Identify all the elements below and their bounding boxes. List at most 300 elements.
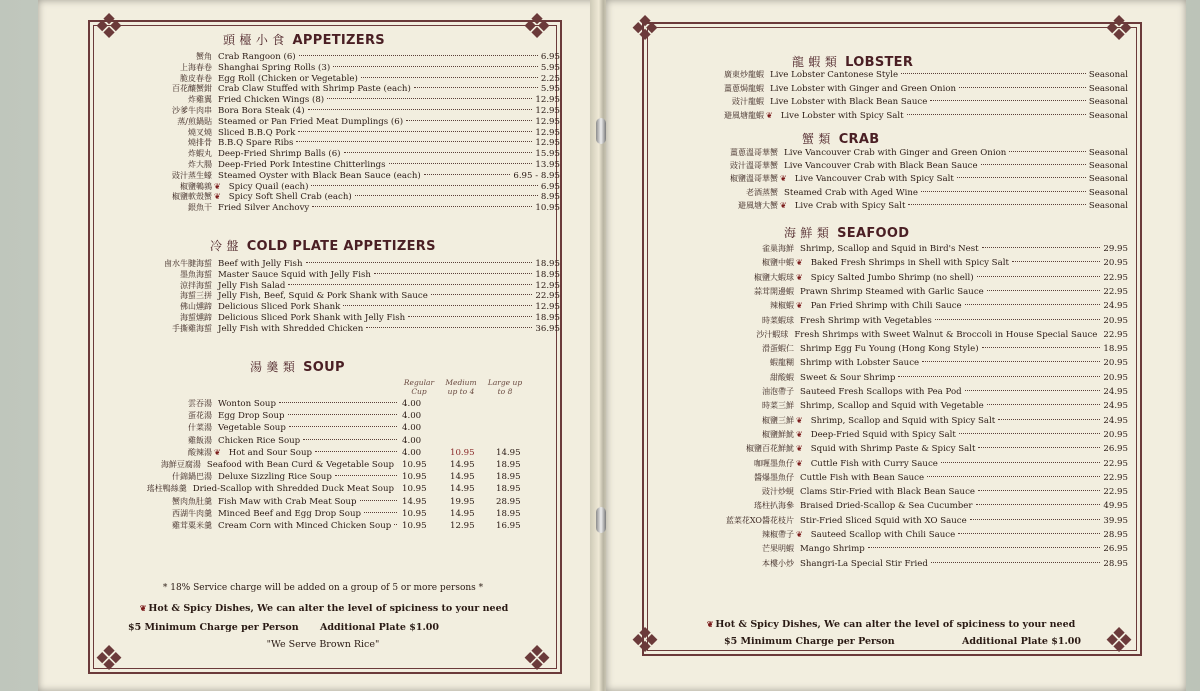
menu-item-chinese-name: 雲吞湯 [188, 399, 212, 408]
menu-item [130, 270, 560, 281]
ornament-icon: ❖ [521, 7, 553, 47]
menu-item [668, 97, 1128, 108]
menu-item [668, 473, 1128, 484]
menu-item-chinese-name: 百花釀蟹鉗 [172, 84, 212, 94]
leader-dots [987, 404, 1101, 405]
menu-item-chinese-name: 蟹肉魚肚羹 [172, 496, 212, 506]
menu-item-chinese-name: 蛋花湯 [188, 411, 212, 421]
menu-item-price: 12.95 [535, 138, 560, 149]
leader-dots [361, 77, 538, 78]
menu-item-price: 18.95 [535, 313, 560, 323]
menu-item-price: 22.95 [1103, 472, 1128, 483]
menu-item-chinese-name: 海鮮豆腐湯 [160, 460, 201, 469]
soup-price-large: 28.95 [496, 496, 521, 507]
menu-item-price: 24.95 [1103, 301, 1128, 312]
menu-item-price: 12.95 [535, 302, 560, 313]
menu-item-price: 12.95 [535, 116, 560, 127]
menu-item-chinese-name: 避風塘龍蝦 [724, 110, 764, 120]
spicy-note [88, 603, 558, 614]
leader-dots [311, 185, 537, 186]
menu-item [130, 160, 560, 171]
menu-item-chinese-name: 燒排骨 [188, 138, 212, 148]
soup-price-large: 16.95 [496, 521, 521, 531]
binder-ring [596, 507, 606, 533]
menu-item-chinese-name: 老酒蒸蟹 [746, 187, 778, 197]
menu-item [130, 324, 560, 335]
chili-icon: ❦ [214, 447, 221, 457]
menu-item-name: Sweet & Sour Shrimp [800, 372, 896, 383]
section-title-lobster [792, 53, 913, 70]
menu-item-chinese-name: 本樓小炒 [762, 558, 794, 568]
menu-item-name: Shrimp with Lobster Sauce [800, 358, 920, 369]
menu-item-name: B.B.Q Spare Ribs [218, 138, 294, 149]
menu-item-name: Shrimp, Scallop and Squid in Bird's Nest [800, 244, 979, 254]
chili-icon: ❦ [796, 458, 803, 468]
chili-icon: ❦ [706, 619, 714, 629]
menu-item-name: Chicken Rice Soup [218, 435, 301, 446]
soup-price-regular: 4.00 [402, 399, 422, 409]
menu-item-chinese-name: 西湖牛肉羹 [172, 508, 212, 518]
chili-icon: ❦ [214, 181, 221, 191]
menu-item [130, 203, 560, 214]
menu-item-name: Dried-Scallop with Shredded Duck Meat Soup [192, 484, 394, 495]
menu-item-chinese-name: 椒鹽溫哥華蟹 [730, 174, 778, 184]
chili-icon: ❦ [796, 444, 803, 454]
spicy-note-text: Hot & Spicy Dishes, We can alter the level of spiciness to your need [715, 619, 1076, 630]
menu-item [668, 244, 1128, 255]
soup-item [130, 509, 400, 520]
soup-col-medium: Medium up to 4 [445, 378, 477, 396]
menu-item [130, 291, 560, 302]
soup-price-regular: 4.00 [402, 423, 422, 434]
leader-dots [308, 109, 533, 110]
ornament-icon: ❖ [521, 639, 553, 679]
menu-item-price: 12.95 [535, 127, 560, 138]
menu-item [668, 373, 1128, 384]
menu-item [668, 201, 1128, 212]
menu-item-chinese-name: 咖喱墨魚仔 [754, 458, 794, 468]
menu-item [668, 148, 1128, 159]
section-title-cold-plate [210, 237, 436, 254]
menu-item-chinese-name: 椒鹽中蝦 [762, 258, 794, 268]
menu-item [668, 273, 1128, 284]
menu-item-chinese-name: 豉汁炒蜆 [762, 487, 794, 497]
menu-item-chinese-name: 沙爹牛肉串 [172, 106, 212, 115]
menu-item-price: 20.95 [1103, 372, 1128, 383]
leader-dots [355, 195, 538, 196]
menu-item [668, 70, 1128, 81]
menu-item-price: Seasonal [1088, 83, 1128, 94]
menu-item-chinese-name: 銀魚干 [188, 203, 212, 213]
menu-item-price: 13.95 [535, 160, 560, 170]
leader-dots [958, 533, 1100, 534]
menu-item-name: Delicious Sliced Pork Shank with Jelly Fish [218, 313, 406, 323]
menu-item-price: 20.95 [1103, 315, 1128, 326]
menu-item [130, 302, 560, 313]
menu-item-price: 18.95 [535, 269, 560, 280]
menu-item-name: Bora Bora Steak (4) [218, 106, 305, 116]
leader-dots [907, 114, 1086, 115]
menu-item [668, 516, 1128, 527]
menu-item-price: 18.95 [535, 259, 560, 269]
soup-item [130, 399, 400, 410]
chili-icon: ❦ [780, 174, 787, 184]
menu-item-chinese-name: 豉汁溫哥華蟹 [730, 161, 778, 171]
menu-item-name: Deluxe Sizzling Rice Soup [218, 472, 332, 483]
menu-item [130, 171, 560, 182]
menu-item-chinese-name: 鹵水牛腱海蜇 [164, 259, 212, 268]
menu-item [668, 287, 1128, 298]
soup-item [130, 497, 400, 508]
menu-item-price: 8.95 [540, 192, 560, 203]
menu-item-name: Spicy Soft Shell Crab (each) [228, 192, 352, 203]
menu-item-chinese-name: 涼拌海蜇 [180, 280, 212, 290]
leader-dots [976, 504, 1101, 505]
menu-item-name: Beef with Jelly Fish [218, 259, 303, 269]
menu-item-name: Live Vancouver Crab with Black Bean Sauce [784, 161, 978, 172]
menu-item-price: 24.95 [1103, 415, 1128, 426]
leader-dots [965, 304, 1101, 305]
menu-item-chinese-name: 什錦鍋巴湯 [172, 472, 212, 482]
soup-price-medium: 19.95 [450, 496, 475, 507]
soup-price-medium: 14.95 [450, 508, 475, 519]
leader-dots [333, 66, 538, 67]
soup-item [130, 411, 400, 422]
menu-item-name: Braised Dried-Scallop & Sea Cucumber [800, 501, 973, 512]
section-title-zh: 冷 盤 [210, 239, 239, 253]
menu-item-price: 5.95 [540, 62, 560, 73]
section-title-en: SOUP [303, 360, 345, 375]
chili-icon: ❦ [780, 200, 787, 210]
leader-dots [981, 164, 1086, 165]
menu-item-price: 39.95 [1103, 515, 1128, 526]
leader-dots [327, 98, 532, 99]
soup-item [130, 484, 400, 495]
menu-item-name: Master Sauce Squid with Jelly Fish [218, 269, 371, 280]
leader-dots [298, 131, 532, 132]
soup-price-medium: 14.95 [450, 484, 475, 495]
menu-item-name: Live Vancouver Crab with Ginger and Green Onion [784, 148, 1007, 158]
chili-icon: ❦ [214, 192, 221, 202]
menu-item-name: Fried Silver Anchovy [218, 203, 310, 214]
leader-dots [374, 273, 533, 274]
ornament-icon: ❖ [629, 621, 661, 661]
section-title-appetizers [223, 31, 385, 48]
menu-item-price: 10.95 [535, 203, 560, 214]
menu-item-chinese-name: 炸蝦丸 [188, 149, 212, 159]
menu-item-name: Mango Shrimp [800, 544, 865, 555]
menu-item-chinese-name: 炸雞翼 [188, 95, 212, 105]
menu-item [668, 174, 1128, 185]
menu-item [668, 358, 1128, 369]
leader-dots [978, 447, 1100, 448]
leader-dots [998, 419, 1100, 420]
menu-item [130, 192, 560, 203]
menu-item-name: Sauteed Scallop with Chili Sauce [810, 530, 956, 540]
leader-dots [299, 55, 538, 56]
section-title-crab [802, 130, 879, 147]
leader-dots [921, 191, 1086, 192]
ornament-icon: ❖ [1103, 9, 1135, 49]
chili-icon: ❦ [796, 272, 803, 282]
menu-item [130, 128, 560, 139]
menu-item [668, 416, 1128, 427]
leader-dots [982, 247, 1101, 248]
menu-item [130, 313, 560, 324]
leader-dots [941, 462, 1101, 463]
section-title-zh: 頭 檯 小 食 [223, 33, 285, 47]
menu-item-chinese-name: 炸大腸 [188, 160, 212, 169]
soup-price-medium: 12.95 [450, 521, 475, 531]
menu-item-price: 26.95 [1103, 544, 1128, 555]
leader-dots [959, 87, 1086, 88]
section-title-zh: 湯 羹 類 [250, 360, 296, 374]
menu-item [130, 182, 560, 193]
chili-icon: ❦ [139, 603, 147, 613]
leader-dots [296, 141, 532, 142]
leader-dots [898, 376, 1100, 377]
leader-dots [901, 73, 1086, 74]
menu-item-name: Sliced B.B.Q Pork [218, 127, 296, 138]
menu-item [668, 84, 1128, 95]
menu-item-chinese-name: 椒鹽鵪鶉 [180, 181, 212, 191]
menu-item [668, 330, 1128, 341]
menu-item-chinese-name: 手撕雞海蜇 [172, 323, 212, 333]
leader-dots [414, 87, 538, 88]
soup-price-large: 18.95 [496, 484, 521, 495]
menu-item-name: Steamed Oyster with Black Bean Sauce (each) [218, 170, 421, 181]
menu-item-name: Live Lobster with Spicy Salt [780, 110, 904, 121]
section-title-zh: 海 鮮 類 [784, 226, 830, 240]
menu-item-price: 6.95 [540, 52, 560, 62]
menu-item-chinese-name: 脆皮春卷 [180, 73, 212, 83]
menu-item-name: Deep-Fried Pork Intestine Chitterlings [218, 160, 386, 170]
leader-dots [312, 206, 532, 207]
menu-item [668, 301, 1128, 312]
soup-price-large: 18.95 [496, 508, 521, 519]
leader-dots [343, 305, 532, 306]
soup-price-large: 14.95 [496, 447, 521, 458]
menu-item-chinese-name: 沙汁蝦球 [756, 329, 789, 339]
menu-item-name: Shrimp, Scallop and Squid with Spicy Salt [810, 415, 996, 426]
leader-dots [1009, 151, 1086, 152]
menu-item [130, 117, 560, 128]
soup-item [130, 460, 400, 471]
leader-dots [364, 512, 397, 513]
menu-item [130, 74, 560, 85]
menu-item [668, 559, 1128, 570]
leader-dots [908, 204, 1085, 205]
menu-item-chinese-name: 豉汁蒸生蠔 [172, 170, 212, 180]
leader-dots [1012, 261, 1100, 262]
soup-price-regular: 4.00 [402, 435, 422, 446]
menu-item-name: Spicy Salted Jumbo Shrimp (no shell) [810, 272, 974, 283]
soup-item [130, 436, 400, 447]
section-title-en: COLD PLATE APPETIZERS [246, 239, 436, 254]
menu-item [130, 281, 560, 292]
menu-item [668, 444, 1128, 455]
menu-item-price: Seasonal [1088, 174, 1128, 185]
menu-item-price: Seasonal [1088, 110, 1128, 121]
leader-dots [977, 276, 1101, 277]
menu-item-price: Seasonal [1088, 97, 1128, 107]
menu-item-chinese-name: 醬爆墨魚仔 [754, 472, 794, 482]
menu-item-name: Squid with Shrimp Paste & Spicy Salt [810, 444, 976, 455]
chili-icon: ❦ [796, 530, 803, 539]
menu-item-price: 36.95 [535, 323, 560, 334]
menu-item-chinese-name: 蓝菜花XO醬花枝片 [725, 515, 794, 525]
menu-item [668, 530, 1128, 541]
leader-dots [957, 177, 1086, 178]
menu-item-price: 49.95 [1103, 501, 1128, 512]
soup-price-medium: 14.95 [450, 460, 475, 470]
minimum-charge: $5 Minimum Charge per Person [724, 636, 895, 647]
menu-item-name: Shrimp Egg Fu Young (Hong Kong Style) [800, 344, 979, 355]
menu-item-name: Fried Chicken Wings (8) [218, 95, 325, 106]
menu-item-price: 6.95 - 8.95 [513, 170, 560, 181]
menu-item-chinese-name: 海蜇燻蹄 [180, 313, 212, 322]
menu-item-price: Seasonal [1088, 161, 1128, 172]
menu-item [130, 149, 560, 160]
menu-item-name: Wonton Soup [218, 399, 276, 409]
menu-page-left [38, 0, 598, 691]
menu-item [668, 501, 1128, 512]
menu-item-name: Live Lobster with Ginger and Green Onion [770, 83, 957, 94]
menu-item [130, 84, 560, 95]
section-title-en: LOBSTER [845, 55, 914, 70]
menu-item-name: Hot and Sour Soup [228, 447, 312, 458]
ornament-icon: ❖ [93, 7, 125, 47]
section-title-zh: 蟹 類 [802, 132, 831, 146]
menu-item-chinese-name: 酸辣湯 [188, 447, 212, 457]
menu-item-name: Cuttle Fish with Bean Sauce [800, 472, 925, 483]
menu-item-price: Seasonal [1088, 70, 1128, 80]
leader-dots [406, 120, 532, 121]
menu-item [668, 111, 1128, 122]
menu-item-chinese-name: 佛山燻蹄 [180, 302, 212, 312]
menu-item-name: Seafood with Bean Curd & Vegetable Soup [206, 460, 394, 470]
soup-price-large: 18.95 [496, 460, 521, 470]
menu-item-price: 26.95 [1103, 444, 1128, 455]
menu-item [668, 387, 1128, 398]
leader-dots [922, 361, 1100, 362]
menu-item-chinese-name: 蝦龍糊 [770, 358, 794, 368]
menu-item [668, 487, 1128, 498]
binder-ring [596, 118, 606, 144]
menu-item-name: Deep-Fried Squid with Spicy Salt [810, 429, 956, 440]
soup-price-regular: 10.95 [402, 460, 427, 470]
soup-item [130, 448, 400, 459]
menu-item-chinese-name: 蟹角 [196, 52, 212, 61]
leader-dots [344, 152, 533, 153]
menu-page-right [606, 0, 1186, 691]
menu-item-name: Clams Stir-Fried with Black Bean Sauce [800, 487, 975, 498]
chili-icon: ❦ [796, 429, 803, 439]
soup-price-regular: 14.95 [402, 496, 427, 507]
menu-item-name: Crab Rangoon (6) [218, 52, 296, 62]
leader-dots [394, 524, 397, 525]
leader-dots [930, 100, 1086, 101]
menu-item-name: Minced Beef and Egg Drop Soup [218, 508, 362, 519]
menu-item-price: Seasonal [1088, 187, 1128, 198]
menu-item-chinese-name: 椒鹽百花鮮魷 [746, 444, 794, 454]
leader-dots [424, 174, 511, 175]
menu-item [668, 430, 1128, 441]
menu-item-name: Steamed Crab with Aged Wine [784, 187, 918, 198]
menu-item-chinese-name: 豉汁龍蝦 [732, 97, 764, 106]
menu-item-chinese-name: 時菜蝦球 [762, 315, 794, 325]
soup-price-medium: 14.95 [450, 472, 475, 483]
section-title-zh: 龍 蝦 類 [792, 55, 838, 69]
soup-price-medium: 10.95 [450, 447, 475, 458]
menu-item-name: Jelly Fish, Beef, Squid & Pork Shank with Sauce [218, 291, 428, 302]
menu-item [130, 63, 560, 74]
section-title-en: APPETIZERS [292, 33, 385, 48]
menu-item-chinese-name: 瑤柱鴨絲羹 [146, 484, 187, 494]
menu-item-price: 12.95 [535, 280, 560, 291]
menu-item-price: 20.95 [1103, 358, 1128, 369]
menu-item-price: 18.95 [1103, 344, 1128, 355]
menu-item-chinese-name: 辣椒蝦 [770, 301, 794, 311]
menu-item-price: 24.95 [1103, 401, 1128, 412]
menu-item-chinese-name: 椒鹽鮮魷 [762, 429, 794, 439]
menu-item-name: Egg Drop Soup [218, 411, 285, 422]
menu-item-price: 28.95 [1103, 530, 1128, 540]
menu-item-price: 22.95 [1103, 487, 1128, 498]
leader-dots [931, 562, 1101, 563]
menu-item-name: Fish Maw with Crab Meat Soup [218, 496, 357, 507]
menu-item-name: Steamed or Pan Fried Meat Dumplings (6) [218, 116, 404, 127]
menu-item-name: Vegetable Soup [218, 423, 286, 434]
chili-icon: ❦ [796, 415, 803, 425]
menu-item [130, 52, 560, 63]
menu-item-chinese-name: 雀巢海鮮 [762, 244, 794, 253]
menu-item [668, 401, 1128, 412]
menu-item-chinese-name: 辣椒帶子 [762, 530, 794, 539]
menu-item-price: 29.95 [1103, 244, 1128, 254]
menu-item [130, 259, 560, 270]
menu-item-name: Crab Claw Stuffed with Shrimp Paste (each) [218, 84, 411, 95]
menu-item-chinese-name: 蒜茸開邊蝦 [754, 286, 794, 296]
menu-item-chinese-name: 蒸/煎鍋貼 [177, 116, 212, 126]
menu-item [668, 344, 1128, 355]
soup-price-large: 18.95 [496, 472, 521, 483]
leader-dots [288, 284, 532, 285]
chili-icon: ❦ [796, 258, 803, 268]
menu-item-name: Delicious Sliced Pork Shank [218, 302, 341, 313]
menu-item-chinese-name: 墨魚海蜇 [180, 269, 212, 279]
menu-item-chinese-name: 燒叉燒 [188, 127, 212, 137]
menu-item-price: Seasonal [1088, 200, 1128, 211]
menu-item-price: 22.95 [1103, 329, 1128, 340]
menu-item-name: Sauteed Fresh Scallops with Pea Pod [800, 387, 962, 397]
menu-item-chinese-name: 什菜湯 [188, 423, 212, 433]
menu-item-chinese-name: 雞茸粟米羹 [172, 521, 212, 530]
service-charge-note: * 18% Service charge will be added on a group of 5 or more persons * [162, 583, 484, 593]
ornament-icon: ❖ [629, 9, 661, 49]
leader-dots [289, 426, 397, 427]
section-title-seafood [784, 224, 909, 241]
soup-item [130, 472, 400, 483]
menu-item-chinese-name: 瑤柱扒海參 [754, 501, 794, 511]
menu-item-name: Live Lobster with Black Bean Sauce [770, 97, 928, 107]
leader-dots [303, 439, 397, 440]
soup-item [130, 521, 400, 532]
soup-col-large: Large up to 8 [487, 378, 523, 396]
menu-item-chinese-name: 甜酸蝦 [770, 372, 794, 382]
soup-col-regular: Regular Cup [403, 378, 435, 396]
minimum-charge: $5 Minimum Charge per Person [128, 622, 299, 633]
